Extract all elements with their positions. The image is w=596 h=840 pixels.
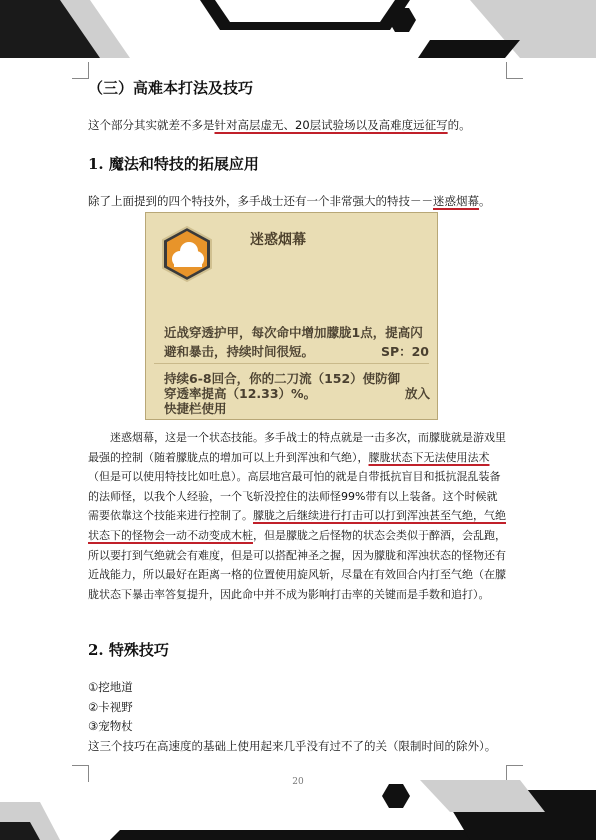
- para-underlined: 朦胧之后继续进行打击可以打到浑浊甚至气绝，气绝状态下的怪物会一动不动变成木桩: [88, 509, 506, 542]
- header-decoration: [0, 0, 596, 60]
- skill-card-effect: [164, 371, 430, 416]
- crop-mark: [506, 62, 523, 79]
- list-item: ②卡视野: [88, 699, 133, 714]
- list-item: ①挖地道: [88, 680, 133, 694]
- list-item: ③宠物杖: [88, 719, 133, 734]
- skill-effect-line: 快捷栏使用: [164, 401, 227, 416]
- skill-card-divider: [154, 363, 429, 364]
- skills-text-end: 。: [479, 194, 491, 208]
- skill-effect-line: 持续6-8回合，你的二刀流（152）使防御: [164, 371, 401, 386]
- section-title: （三）高难本打法及技巧: [88, 79, 254, 97]
- skill-card-image: [145, 212, 438, 420]
- closing-text: 这三个技巧在高速度的基础上使用起来几乎没有过不了的关（限制时间的除外）。: [88, 738, 497, 753]
- footer-decoration: [0, 780, 596, 840]
- heading-magic-skills: 1. 魔法和特技的拓展应用: [88, 155, 259, 173]
- skill-effect-put: 放入: [404, 386, 430, 401]
- para-text: （但是可以使用特技比如吐息）。高层地宫最可怕的就是自带抵抗盲目和抵抗混乱装备的法师怪，以我个人经验，一个飞斩没控住的法师怪99%带有以上装备。这个时候就需要依靠这个技能来进行控制了。: [88, 470, 501, 523]
- para-text: ，但是朦胧之后怪物的状态会类似于醉酒，会乱跑，所以要打到气绝就会有难度，但是可以搭配神圣之握，因为朦胧和浑浊状态的怪物还有近战能力，所以最好在距离一格的位置使用旋风斩，尽量在有效回合内打至气绝（在朦胧状态下暴击率答复提升，因此命中并不成为影响打击率的关键而是手数和追打）。: [88, 528, 506, 601]
- crop-mark: [72, 62, 89, 79]
- intro-text-end: 的。: [447, 118, 471, 132]
- skills-paragraph: [88, 192, 508, 212]
- skill-effect-line: [164, 386, 430, 401]
- para-underlined: 朦胧状态下无法使用法术: [368, 450, 490, 464]
- page-number: 20: [292, 777, 304, 787]
- smoke-cloud-icon: [160, 225, 214, 283]
- skills-underlined: 迷惑烟幕: [433, 194, 479, 208]
- para-text: 迷惑烟幕，这是一个状态技能。多手战士的特点就是一击多次，而朦胧就是游戏里最强的控制（随着朦胧点的增加可以上升到浑浊和气绝），: [88, 431, 506, 464]
- skill-card-sp: SP：20: [380, 344, 429, 359]
- heading-special-tricks: 2. 特殊技巧: [88, 641, 169, 659]
- tricks-list: [88, 678, 508, 756]
- smoke-explanation-paragraph: [88, 428, 508, 604]
- skills-text: 除了上面提到的四个特技外，多手战士还有一个非常强大的特技－－: [88, 194, 433, 208]
- intro-underlined: 针对高层虚无、20层试验场以及高难度远征写: [214, 118, 448, 132]
- intro-text: 这个部分其实就差不多是: [88, 118, 215, 132]
- skill-effect-rate: 穿透率提高（12.33）%。: [164, 386, 317, 401]
- intro-paragraph: [88, 116, 508, 136]
- skill-card-title: 迷惑烟幕: [250, 232, 306, 248]
- skill-card-description: 近战穿透护甲，每次命中增加朦胧1点，提高闪避和暴击，持续时间很短。: [164, 325, 423, 359]
